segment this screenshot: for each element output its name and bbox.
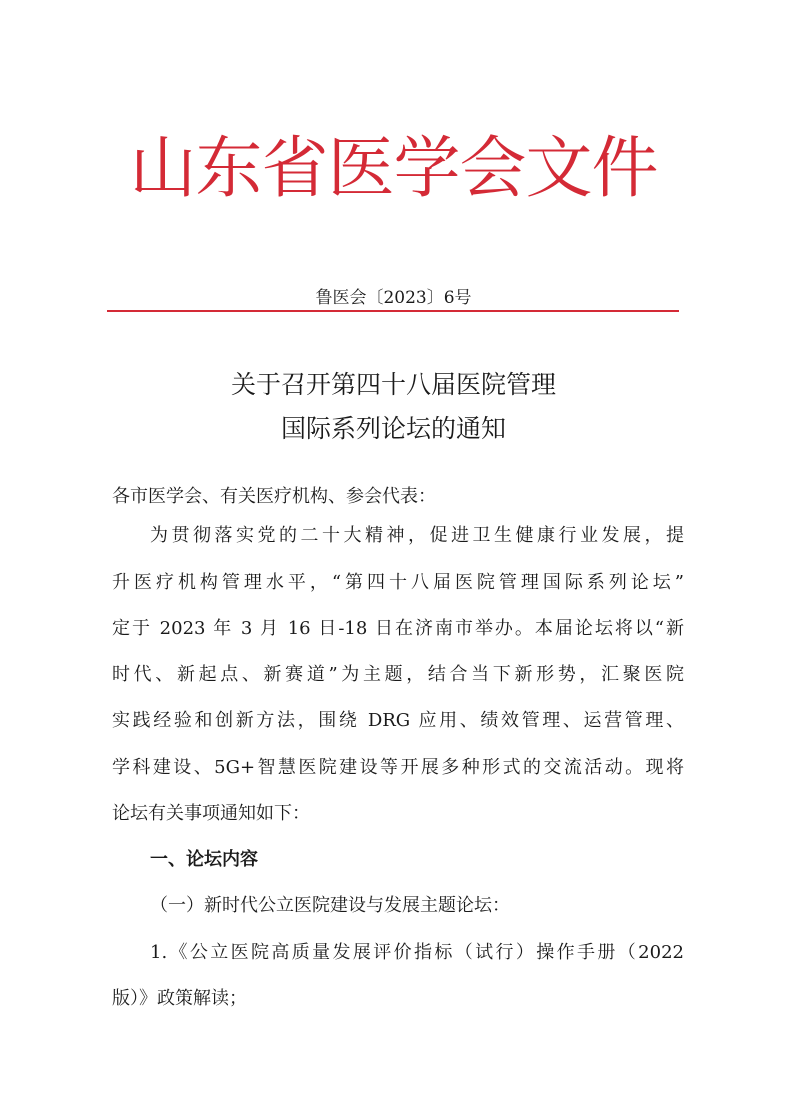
notice-title-line-2: 国际系列论坛的通知 xyxy=(280,414,506,443)
document-number: 鲁医会〔2023〕6号 xyxy=(315,288,472,308)
letterhead-title: 山东省医学会文件 xyxy=(129,129,658,207)
subsection-heading: （一）新时代公立医院建设与发展主题论坛： xyxy=(150,895,510,916)
body-line: 定于 2023 年 3 月 16 日-18 日在济南市举办。本届论坛将以“新 xyxy=(112,618,684,639)
body-line: 为贯彻落实党的二十大精神，促进卫生健康行业发展，提 xyxy=(150,525,684,546)
red-divider-line xyxy=(107,310,679,312)
body-line: 时代、新起点、新赛道”为主题，结合当下新形势，汇聚医院 xyxy=(112,664,684,685)
body-line: 升医疗机构管理水平，“第四十八届医院管理国际系列论坛” xyxy=(112,572,684,593)
list-item-line: 1.《公立医院高质量发展评价指标（试行）操作手册（2022 xyxy=(150,942,684,963)
salutation: 各市医学会、有关医疗机构、参会代表： xyxy=(112,486,436,507)
body-line: 实践经验和创新方法，围绕 DRG 应用、绩效管理、运营管理、 xyxy=(112,710,684,731)
body-line: 论坛有关事项通知如下： xyxy=(112,803,310,824)
notice-title-line-1: 关于召开第四十八届医院管理 xyxy=(230,370,556,399)
section-heading: 一、论坛内容 xyxy=(150,849,258,870)
body-line: 学科建设、5G+智慧医院建设等开展多种形式的交流活动。现将 xyxy=(112,757,684,778)
list-item-line: 版）》政策解读； xyxy=(112,988,247,1009)
